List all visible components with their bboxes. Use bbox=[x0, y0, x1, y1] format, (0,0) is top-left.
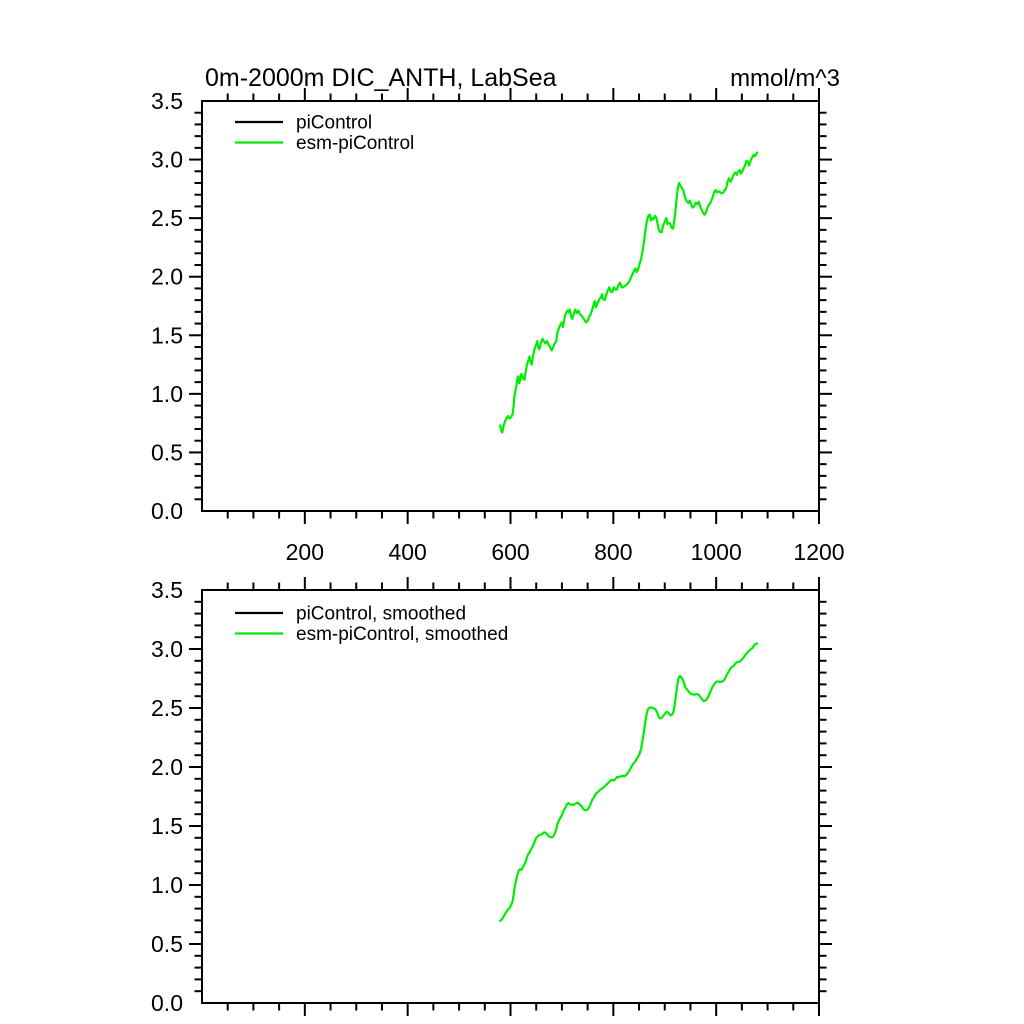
y-tick-label: 0.5 bbox=[151, 931, 183, 957]
y-tick-label: 2.0 bbox=[151, 754, 183, 780]
curve-esm-piControl bbox=[500, 153, 757, 433]
x-tick-label: 400 bbox=[388, 539, 427, 565]
y-tick-label: 1.0 bbox=[151, 872, 183, 898]
y-tick-label: 3.0 bbox=[151, 636, 183, 662]
panel-top bbox=[151, 64, 845, 565]
y-tick-label: 0.0 bbox=[151, 990, 183, 1016]
y-tick-label: 1.5 bbox=[151, 813, 183, 839]
y-tick-label: 1.5 bbox=[151, 322, 183, 349]
panel-bottom-legend bbox=[235, 604, 508, 646]
y-tick-label: 3.5 bbox=[151, 577, 183, 603]
legend-label-piControl-smoothed: piControl, smoothed bbox=[296, 603, 467, 625]
y-tick-label: 3.5 bbox=[151, 88, 183, 114]
panel-bottom-curves bbox=[500, 644, 757, 921]
panel-top-axes bbox=[151, 88, 845, 565]
curve-esm-piControl-smoothed bbox=[500, 644, 757, 921]
y-tick-label: 2.5 bbox=[151, 205, 183, 232]
y-tick-label: 2.5 bbox=[151, 695, 183, 721]
y-tick-label: 2.0 bbox=[151, 263, 183, 290]
legend-label-piControl: piControl bbox=[296, 112, 373, 134]
panel-top-title: 0m-2000m DIC_ANTH, LabSea bbox=[205, 64, 557, 92]
legend-label-esm-piControl-smoothed: esm-piControl, smoothed bbox=[296, 624, 509, 645]
panel-top-curves bbox=[500, 153, 757, 433]
legend-label-esm-piControl: esm-piControl bbox=[296, 133, 415, 154]
panel-top-legend bbox=[235, 113, 414, 155]
y-tick-label: 0.0 bbox=[151, 498, 183, 524]
y-tick-label: 0.5 bbox=[151, 439, 183, 466]
panel-top-units-label: mmol/m^3 bbox=[730, 65, 840, 92]
x-tick-label: 1000 bbox=[690, 539, 742, 565]
x-tick-label: 600 bbox=[491, 539, 530, 565]
plot-frame bbox=[202, 590, 819, 1003]
y-tick-label: 1.0 bbox=[151, 380, 183, 407]
panel-bottom bbox=[151, 577, 832, 1016]
x-tick-label: 200 bbox=[285, 539, 325, 565]
plot-frame bbox=[202, 101, 819, 511]
x-tick-label: 800 bbox=[594, 539, 633, 565]
y-tick-label: 3.0 bbox=[151, 146, 183, 173]
x-tick-label: 1200 bbox=[793, 539, 845, 565]
